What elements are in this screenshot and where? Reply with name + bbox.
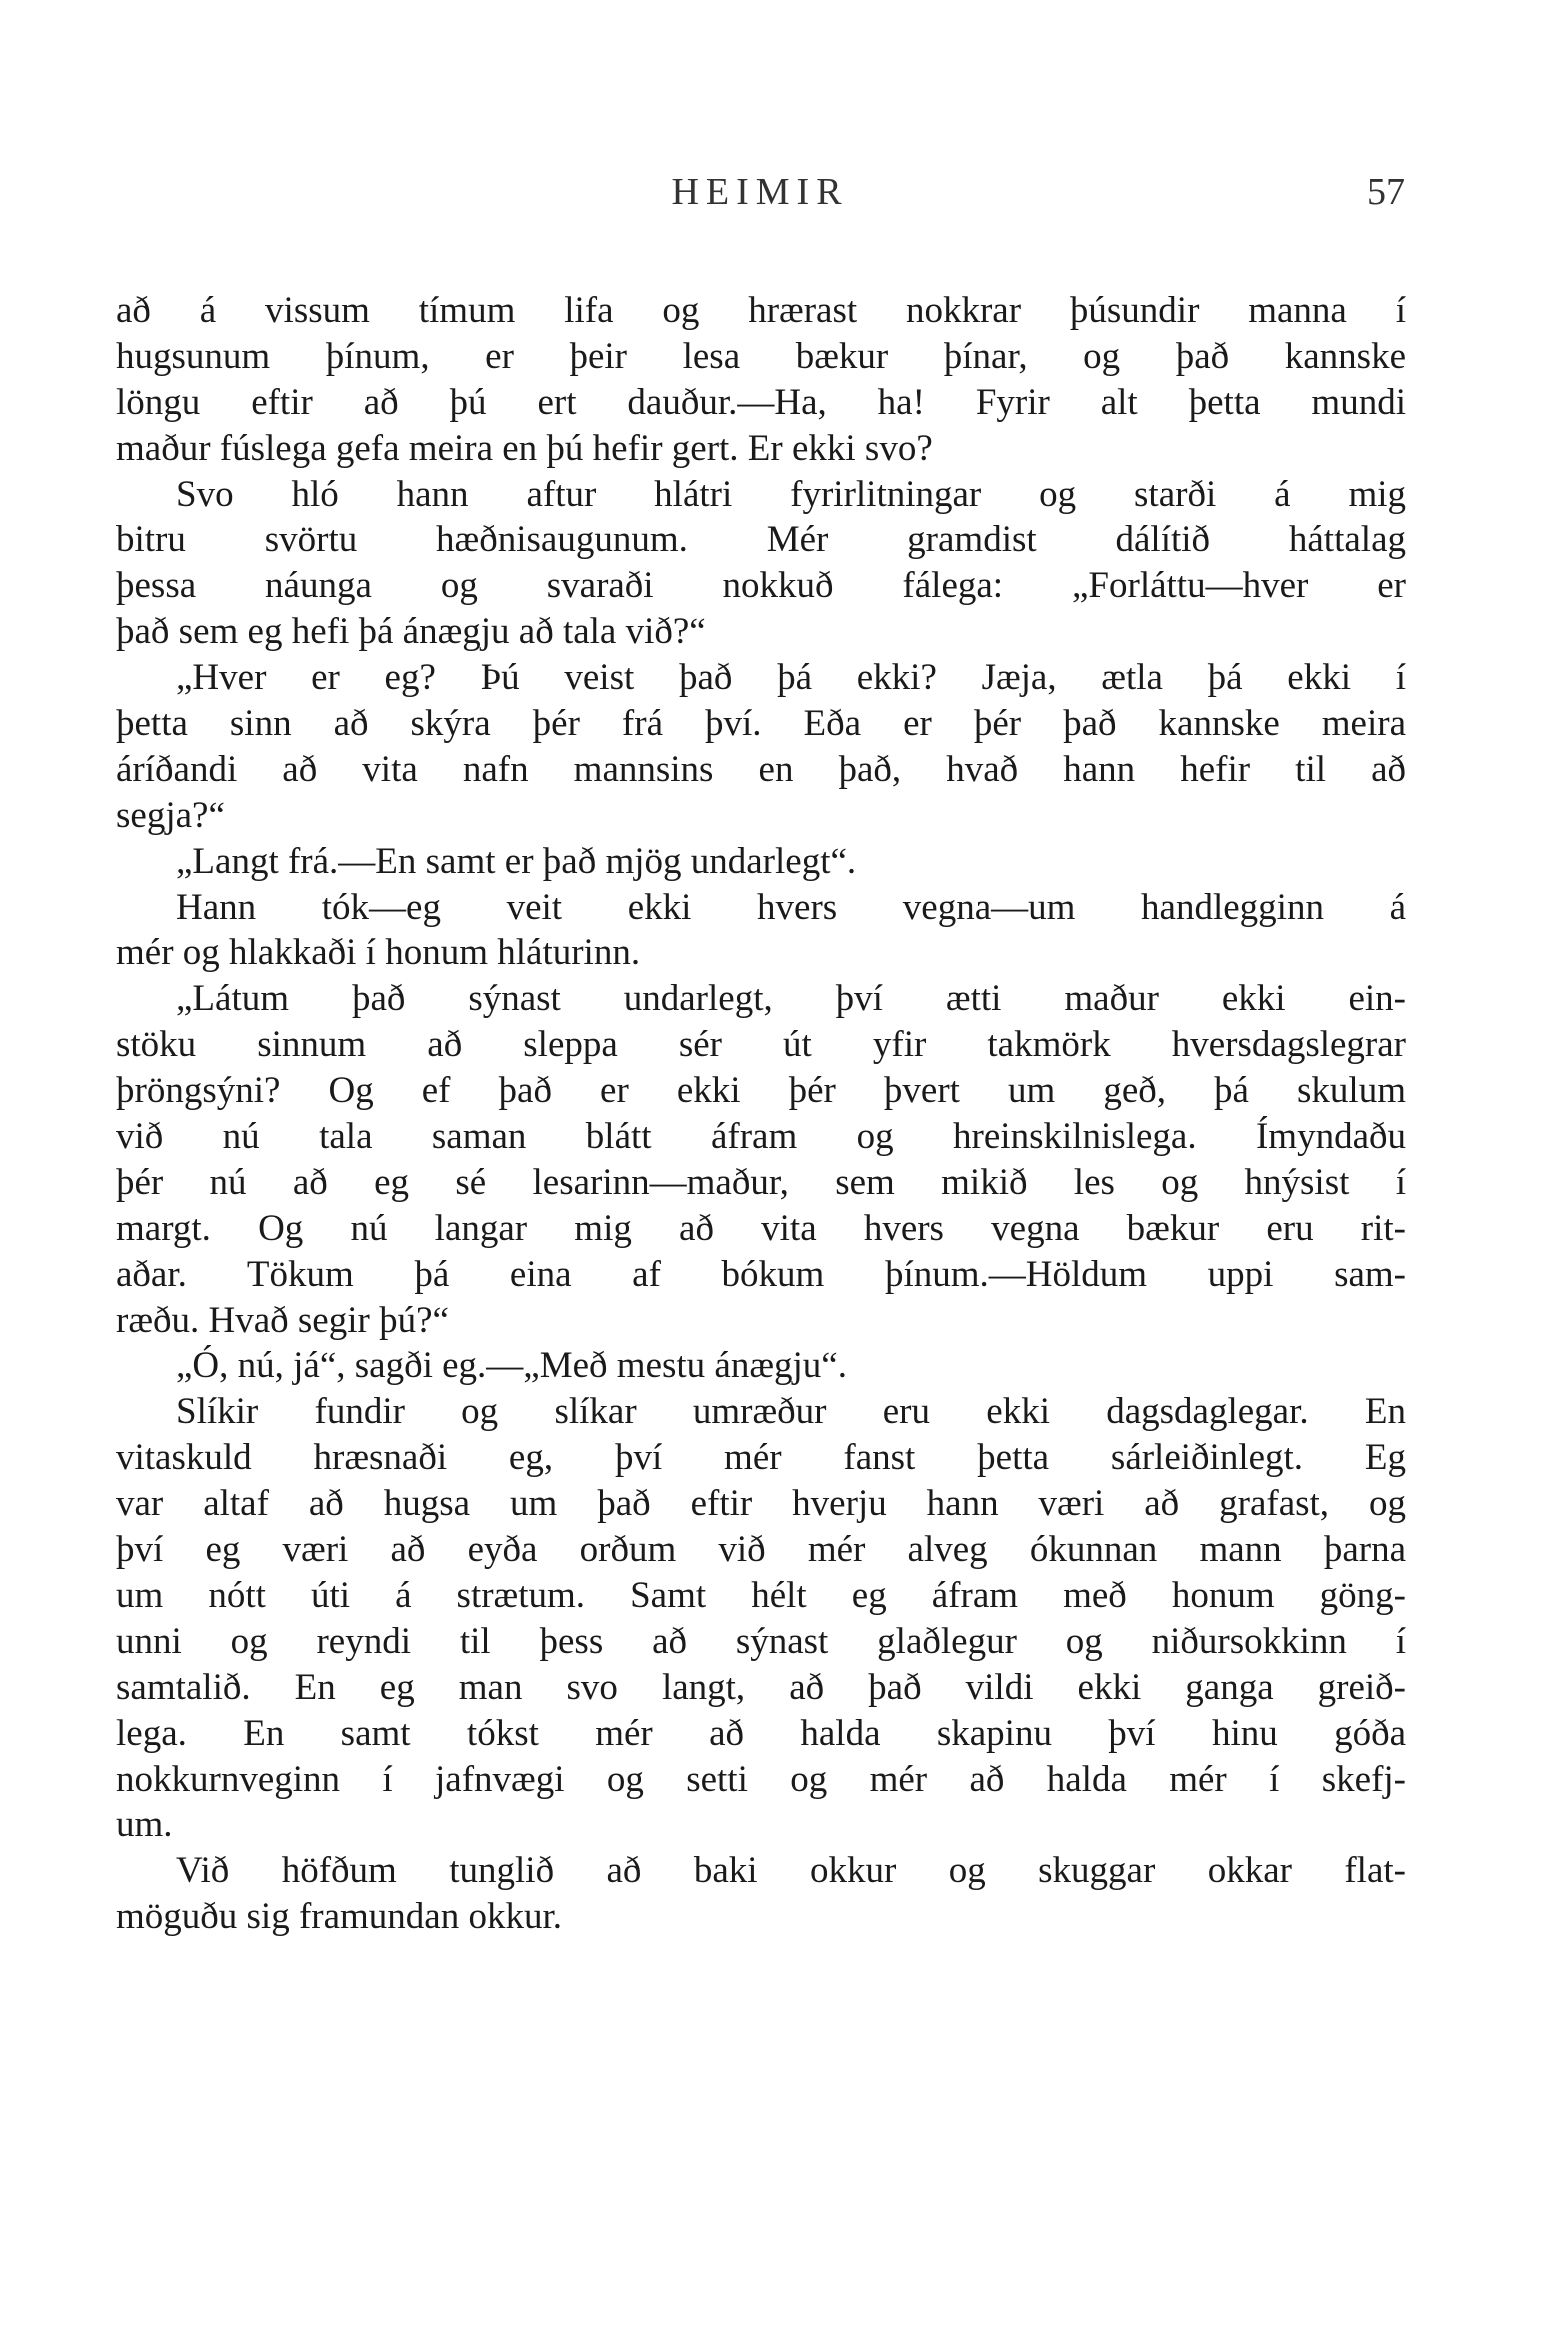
text-line: „Langt frá.—En samt er það mjög undarlegt“. <box>176 840 857 882</box>
text-line: við nú tala saman blátt áfram og hreinskilnislega. Ímyndaðu <box>116 1116 1406 1158</box>
text-line: Hann tók—eg veit ekki hvers vegna—um handlegginn á <box>176 886 1406 928</box>
text-line: stöku sinnum að sleppa sér út yfir takmörk hversdagslegrar <box>116 1024 1406 1066</box>
text-line: áríðandi að vita nafn mannsins en það, hvað hann hefir til að <box>116 748 1406 790</box>
running-head: HEIMIR <box>671 171 849 213</box>
text-line: það sem eg hefi þá ánægju að tala við?“ <box>116 611 706 653</box>
text-line: ræðu. Hvað segir þú?“ <box>116 1299 449 1341</box>
text-line: því eg væri að eyða orðum við mér alveg ókunnan mann þarna <box>116 1529 1406 1571</box>
text-line: þér nú að eg sé lesarinn—maður, sem mikið les og hnýsist í <box>116 1161 1406 1203</box>
text-line: samtalið. En eg man svo langt, að það vildi ekki ganga greið- <box>116 1666 1406 1708</box>
text-line: þröngsýni? Og ef það er ekki þér þvert um geð, þá skulum <box>116 1070 1406 1112</box>
text-line: unni og reyndi til þess að sýnast glaðlegur og niðursokkinn í <box>116 1620 1406 1662</box>
text-line: þessa náunga og svaraði nokkuð fálega: „Forláttu—hver er <box>116 565 1406 607</box>
text-line: þetta sinn að skýra þér frá því. Eða er þér það kannske meira <box>116 703 1406 745</box>
text-line: hugsunum þínum, er þeir lesa bækur þínar, og það kannske <box>116 335 1406 377</box>
text-line: Við höfðum tunglið að baki okkur og skuggar okkar flat- <box>176 1850 1406 1892</box>
text-line: löngu eftir að þú ert dauður.—Ha, ha! Fyrir alt þetta mundi <box>116 381 1406 423</box>
text-line: margt. Og nú langar mig að vita hvers vegna bækur eru rit- <box>116 1207 1406 1249</box>
text-line: um nótt úti á strætum. Samt hélt eg áfram með honum göng- <box>116 1574 1406 1616</box>
text-line: mér og hlakkaði í honum hláturinn. <box>116 932 641 974</box>
text-line: segja?“ <box>116 794 225 836</box>
text-line: nokkurnveginn í jafnvægi og setti og mér að halda mér í skefj- <box>116 1758 1406 1800</box>
text-line: vitaskuld hræsnaði eg, því mér fanst þetta sárleiðinlegt. Eg <box>116 1437 1406 1479</box>
body-text <box>116 288 1406 1940</box>
text-line: um. <box>116 1804 173 1846</box>
text-line: maður fúslega gefa meira en þú hefir gert. Er ekki svo? <box>116 427 933 469</box>
text-line: „Hver er eg? Þú veist það þá ekki? Jæja, ætla þá ekki í <box>176 657 1406 699</box>
text-line: bitru svörtu hæðnisaugunum. Mér gramdist dálítið háttalag <box>116 519 1406 561</box>
text-line: Svo hló hann aftur hlátri fyrirlitningar og starði á mig <box>176 473 1406 515</box>
page-header <box>115 170 1405 230</box>
text-line: Slíkir fundir og slíkar umræður eru ekki dagsdaglegar. En <box>176 1391 1406 1433</box>
text-line: „Ó, nú, já“, sagði eg.—„Með mestu ánægju“. <box>176 1345 847 1387</box>
text-line: möguðu sig framundan okkur. <box>116 1896 563 1938</box>
text-line: „Látum það sýnast undarlegt, því ætti maður ekki ein- <box>176 978 1406 1020</box>
page-number: 57 <box>1367 171 1405 213</box>
text-line: að á vissum tímum lifa og hrærast nokkrar þúsundir manna í <box>116 290 1406 331</box>
text-line: var altaf að hugsa um það eftir hverju hann væri að grafast, og <box>116 1483 1406 1525</box>
text-line: lega. En samt tókst mér að halda skapinu því hinu góða <box>116 1712 1406 1754</box>
text-line: aðar. Tökum þá eina af bókum þínum.—Höldum uppi sam- <box>116 1253 1406 1295</box>
